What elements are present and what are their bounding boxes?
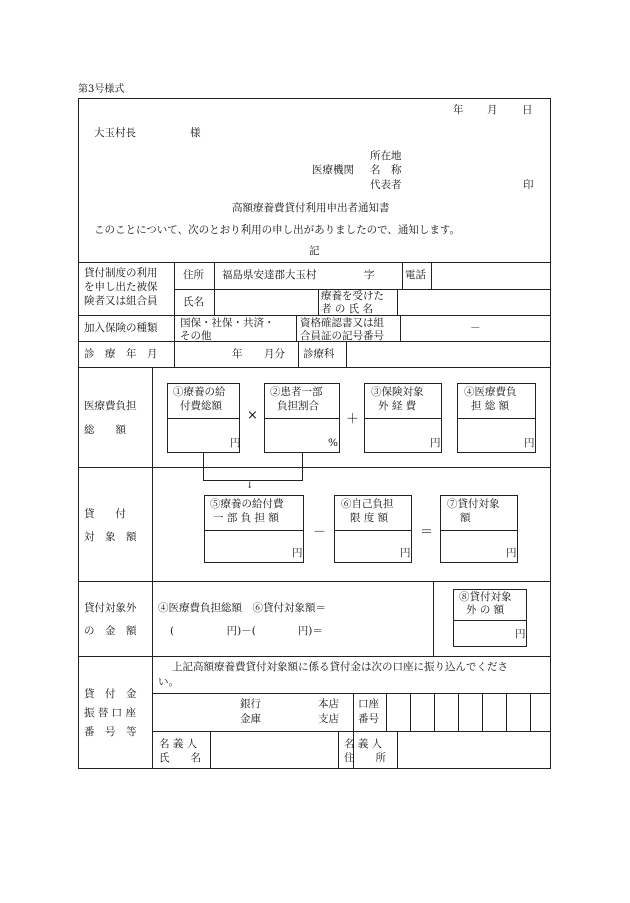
box5-label-1: ⑤療養の給付費 <box>210 498 284 510</box>
burden-label-2: 総 額 <box>84 424 126 436</box>
addressee-honorific: 様 <box>190 127 201 139</box>
box4-yen: 円 <box>524 437 535 449</box>
insurance-id-label-2: 合員証の記号番号 <box>300 330 384 342</box>
arrow-down-icon: ↓ <box>246 481 254 491</box>
applicant-label-1: 貸付制度の利用 <box>84 267 158 279</box>
box1-label-2: 付費総額 <box>180 400 222 412</box>
patient-name-label-2: 者 の 氏 名 <box>321 303 374 315</box>
account-number-label-2: 番号 <box>358 713 379 725</box>
holder-address-label-2: 住 所 <box>344 752 386 764</box>
box4-label-2: 担 総 額 <box>471 400 510 412</box>
institution-rep-label: 代表者 <box>370 179 402 191</box>
excluded-formula-1: ④医療費負担総額 ⑥貸付対象額＝ <box>158 602 326 614</box>
institution-address-label: 所在地 <box>370 150 402 162</box>
excluded-label-2: の 金 額 <box>84 625 137 637</box>
excluded-label-1: 貸付対象外 <box>84 602 137 614</box>
form-number: 第3号様式 <box>78 84 125 95</box>
excluded-formula-2: ( 円)－( 円)＝ <box>170 625 323 637</box>
box3-yen: 円 <box>430 437 441 449</box>
branch-label: 支店 <box>318 713 339 725</box>
treatment-month: 月分 <box>264 348 285 360</box>
insurance-id-value: － <box>470 322 481 334</box>
burden-label-1: 医療費負担 <box>84 400 137 412</box>
intro-text: このことについて、次のとおり利用の申し出がありましたので、通知します。 <box>94 224 461 236</box>
holder-address-label-1: 名 義 人 <box>344 738 383 750</box>
box8-label-1: ⑧貸付対象 <box>459 591 512 603</box>
transfer-label-3: 番 号 等 <box>84 726 137 738</box>
treatment-year: 年 <box>232 348 243 360</box>
loan-label-1: 貸 付 <box>84 508 126 520</box>
box8-label-2: 外 の 額 <box>466 604 505 616</box>
transfer-label-2: 振 替 口 座 <box>84 707 137 719</box>
applicant-label-2: を申し出た被保 <box>84 281 158 293</box>
applicant-label-3: 険者又は組合員 <box>84 295 158 307</box>
box8-yen: 円 <box>515 628 526 640</box>
equals-sign: ＝ <box>420 525 434 540</box>
treatment-month-label: 診 療 年 月 <box>84 348 158 360</box>
credit-union-label: 金庫 <box>240 713 261 725</box>
plus-sign: ＋ <box>346 412 360 427</box>
holder-name-label-2: 氏 名 <box>159 752 201 764</box>
institution-name-label: 名 称 <box>370 164 402 176</box>
seal-mark: 印 <box>523 179 534 191</box>
addressee-name: 大玉村長 <box>94 127 136 139</box>
ki-heading: 記 <box>309 245 320 257</box>
box6-label-1: ⑥自己負担 <box>341 498 394 510</box>
box3-label-2: 外 経 費 <box>378 400 417 412</box>
box4-label-1: ④医療費負 <box>464 386 517 398</box>
box6-yen: 円 <box>400 547 411 559</box>
box7-yen: 円 <box>506 547 517 559</box>
aza-label: 字 <box>364 269 375 281</box>
account-number-label-1: 口座 <box>358 698 379 710</box>
box1-yen: 円 <box>230 437 241 449</box>
transfer-label-1: 貸 付 金 <box>84 688 137 700</box>
box2-percent: % <box>328 437 338 449</box>
address-value: 福島県安達郡大玉村 <box>222 269 317 281</box>
times-sign: × <box>247 408 258 423</box>
box3-label-1: ③保険対象 <box>371 386 424 398</box>
date-year: 年 <box>453 104 464 116</box>
address-label: 住所 <box>183 269 204 281</box>
department-label: 診療科 <box>303 348 335 360</box>
box2-label-2: 負担割合 <box>277 400 319 412</box>
box1-label-1: ①療養の給 <box>173 386 226 398</box>
document-title: 高額療養費貸付利用申出者通知書 <box>232 202 390 214</box>
box5-label-2: 一 部 負 担 額 <box>213 512 279 524</box>
box7-label-1: ⑦貸付対象 <box>447 498 500 510</box>
minus-sign: － <box>313 525 327 540</box>
box7-label-2: 額 <box>460 512 471 524</box>
box6-label-2: 限 度 額 <box>350 512 389 524</box>
loan-label-2: 対 象 額 <box>84 531 137 543</box>
institution-category-label: 医療機関 <box>312 164 354 176</box>
date-day: 日 <box>522 104 533 116</box>
patient-name-label-1: 療養を受けた <box>321 290 384 302</box>
insurance-type-label: 加入保険の種類 <box>84 322 158 334</box>
head-office-label: 本店 <box>318 698 339 710</box>
holder-name-label-1: 名 義 人 <box>159 738 198 750</box>
box5-yen: 円 <box>292 547 303 559</box>
date-month: 月 <box>487 104 498 116</box>
name-label: 氏名 <box>183 296 204 308</box>
insurance-types-2: その他 <box>180 330 212 342</box>
insurance-types-1: 国保・社保・共済・ <box>180 317 275 329</box>
insurance-id-label-1: 資格確認書又は組 <box>300 317 384 329</box>
box2-label-1: ②患者一部 <box>270 386 323 398</box>
transfer-note-1: 上記高額療養費貸付対象額に係る貸付金は次の口座に振り込んでくださ <box>172 661 508 673</box>
transfer-note-2: い。 <box>158 676 179 688</box>
bank-label: 銀行 <box>240 698 261 710</box>
phone-label: 電話 <box>405 269 426 281</box>
